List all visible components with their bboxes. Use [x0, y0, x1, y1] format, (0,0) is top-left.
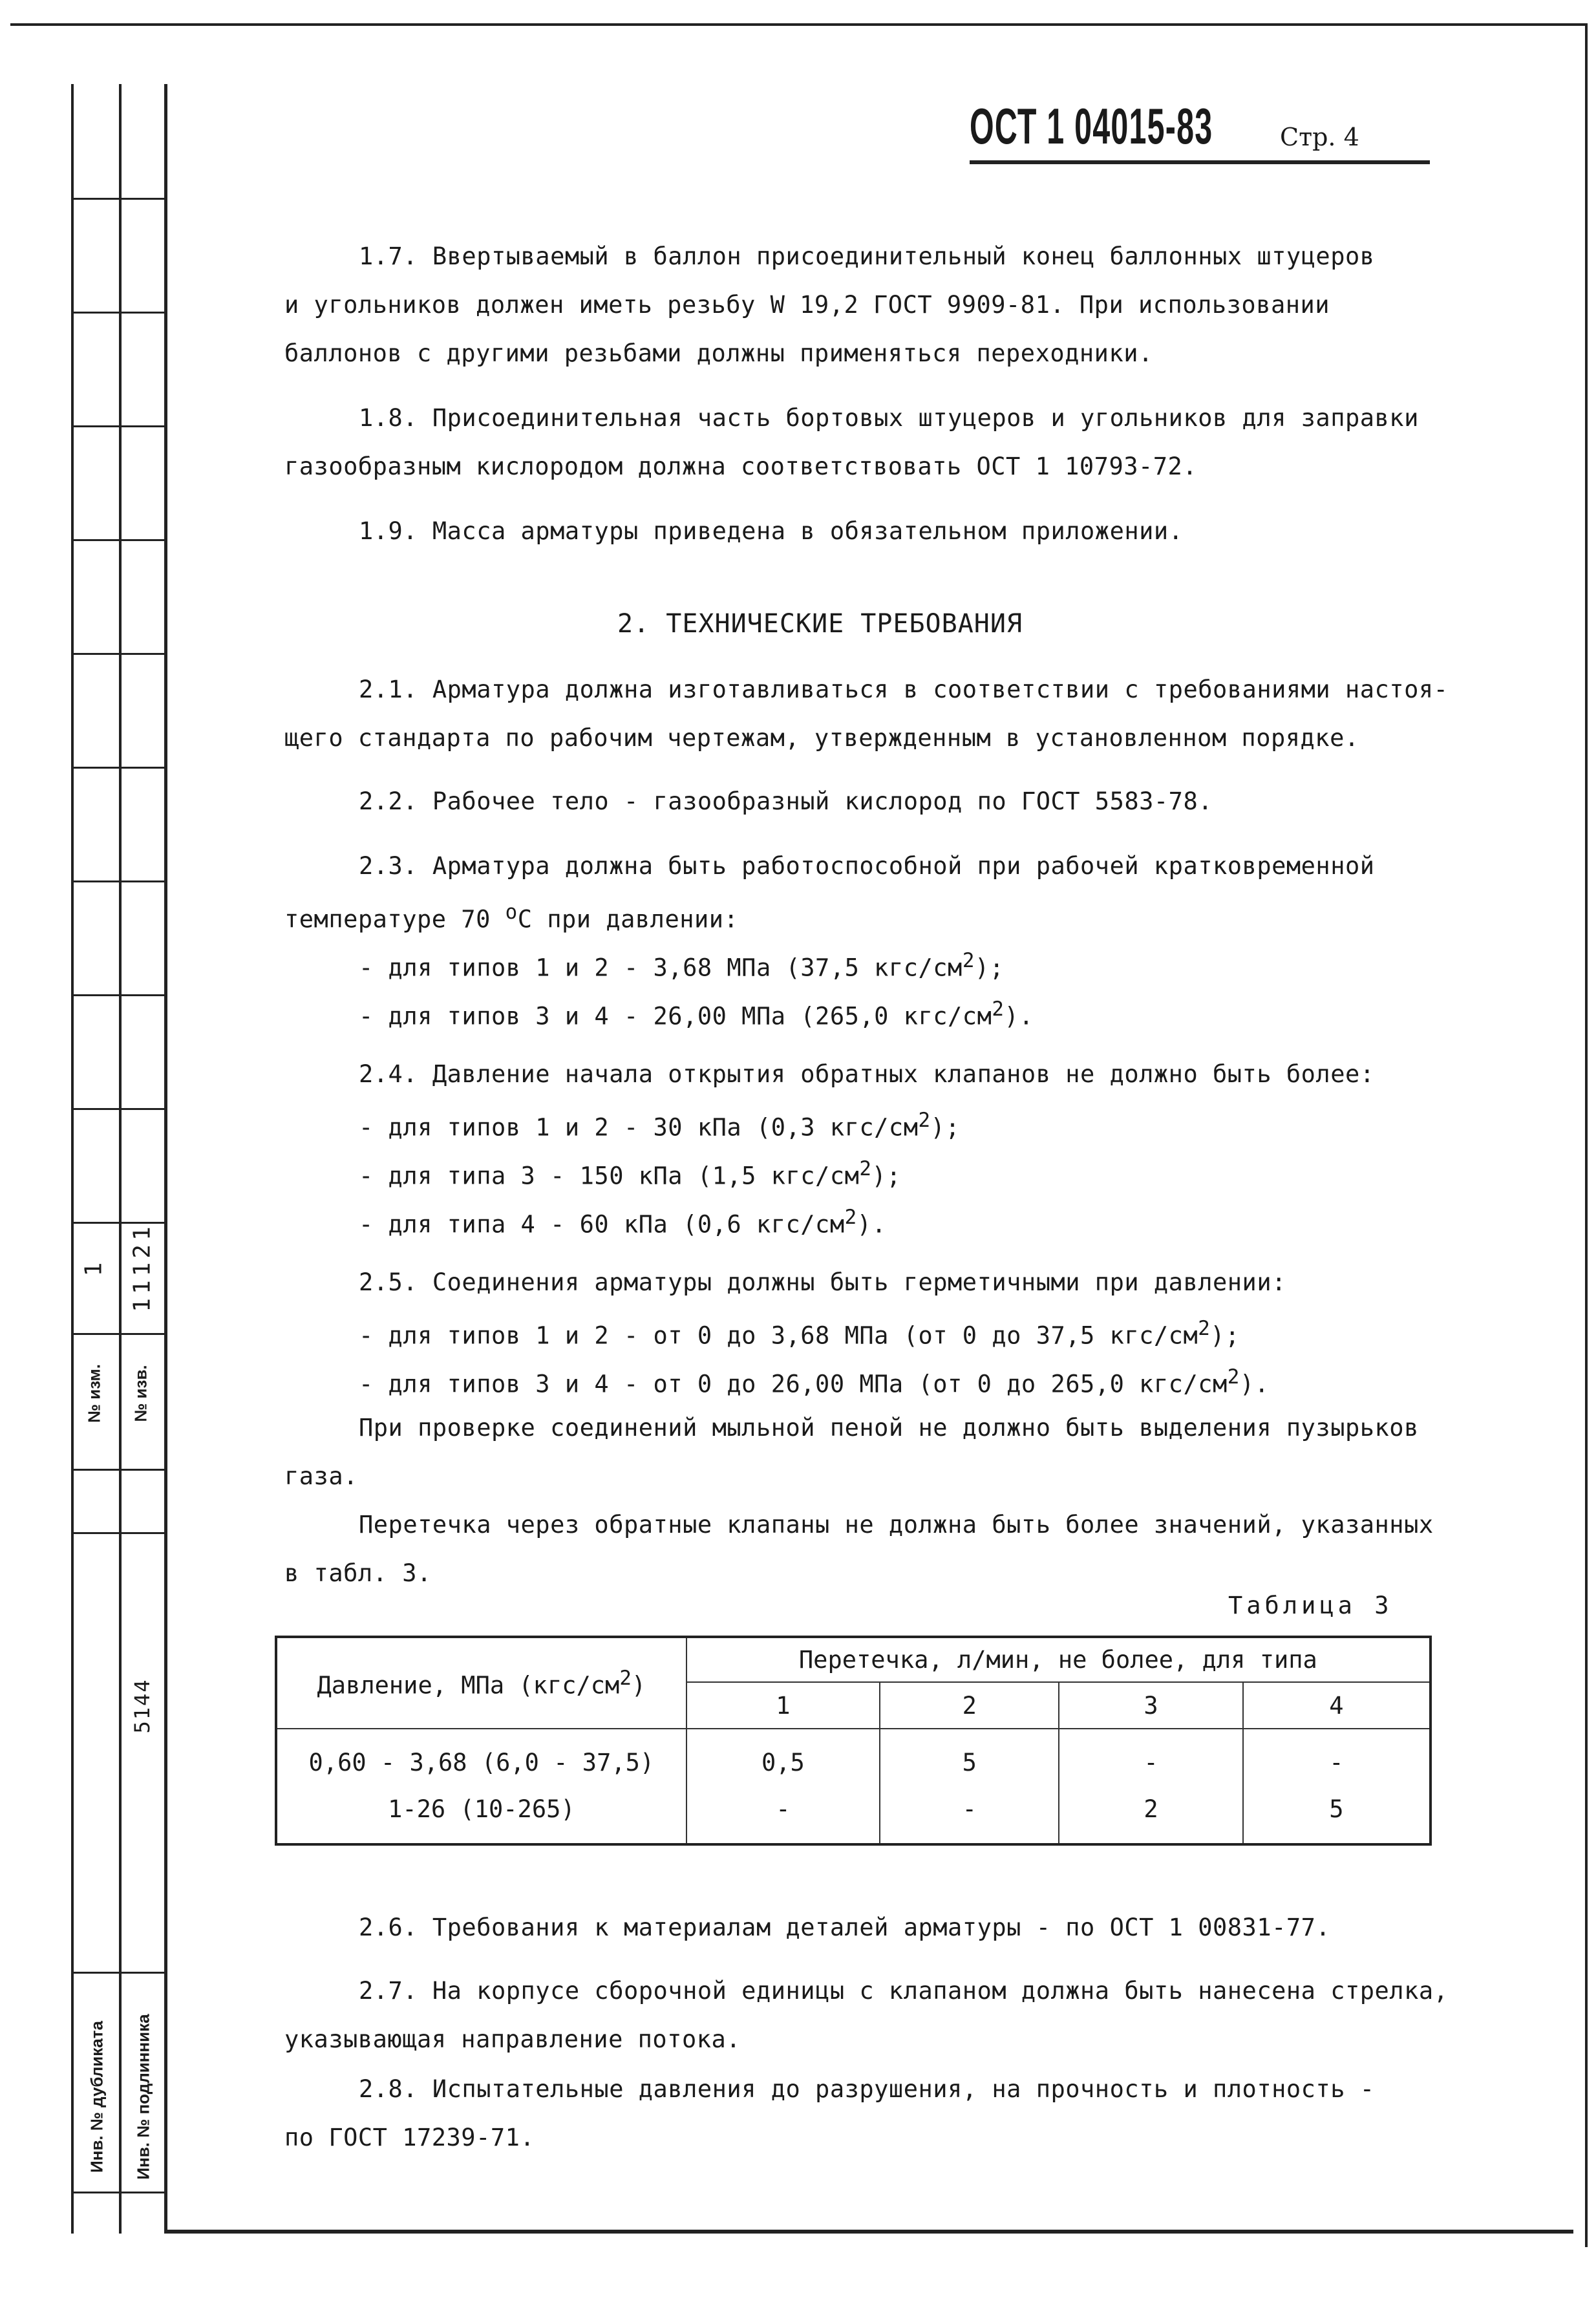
table-row-2-type-2: -	[962, 1795, 977, 1823]
table-row-2-pressure: 1-26 (10-265)	[388, 1795, 575, 1823]
clause-2-8-line-2: по ГОСТ 17239-71.	[284, 2124, 535, 2151]
table-cell-pressure	[276, 1729, 686, 1844]
clause-2-5-line-6: Перетечка через обратные клапаны не должна быть более значений, указанных	[359, 1511, 1434, 1539]
clause-2-5-line-2: - для типов 1 и 2 - от 0 до 3,68 МПа (от 0 до 37,5 кгс/$см^2$);	[359, 1317, 1240, 1350]
section-2-title: 2. ТЕХНИЧЕСКИЕ ТРЕБОВАНИЯ	[617, 609, 1023, 639]
clause-2-5-line-1: 2.5. Соединения арматуры должны быть герметичными при давлении:	[359, 1268, 1286, 1296]
table-header-type-1: 1	[686, 1682, 880, 1729]
margin-divider	[71, 198, 164, 200]
clause-1-9-line-1: 1.9. Масса арматуры приведена в обязательном приложении.	[359, 517, 1184, 545]
margin-original-value: 5144	[130, 1678, 154, 1734]
clause-2-5-line-5: газа.	[284, 1462, 358, 1490]
table-row-1-type-3: -	[1144, 1749, 1158, 1776]
margin-divider	[71, 425, 164, 427]
clause-2-1-line-1: 2.1. Арматура должна изготавливаться в соответствии с требованиями настоя-	[359, 676, 1449, 703]
clause-1-7-line-3: баллонов с другими резьбами должны применяться переходники.	[284, 339, 1153, 367]
table-cell-type-1	[686, 1729, 880, 1844]
table-header-pressure: Давление, МПа $(кгс/см^2)$	[276, 1637, 686, 1729]
clause-2-7-line-2: указывающая направление потока.	[284, 2025, 741, 2053]
margin-izv-label: № изв.	[131, 1365, 151, 1422]
standard-code: ОСТ 1 04015-83	[970, 98, 1213, 155]
table-header-type-2: 2	[880, 1682, 1059, 1729]
margin-divider	[71, 1108, 164, 1110]
margin-divider	[71, 1469, 164, 1471]
clause-2-4-line-1: 2.4. Давление начала открытия обратных клапанов не должно быть более:	[359, 1060, 1375, 1088]
clause-1-8-line-2: газообразным кислородом должна соответствовать ОСТ 1 10793-72.	[284, 453, 1198, 480]
clause-2-4-line-3: - для типа 3 - 150 кПа (1,5 кгс/$см^2$);	[359, 1157, 902, 1190]
margin-izv-value: 11121	[129, 1222, 156, 1312]
clause-2-6-line-1: 2.6. Требования к материалам деталей арматуры - по ОСТ 1 00831-77.	[359, 1914, 1331, 1941]
margin-original-label: Инв. № подлинника	[133, 2014, 153, 2180]
page-number: Стр. 4	[1280, 123, 1359, 151]
table-3-caption: Таблица 3	[1228, 1592, 1393, 1619]
margin-divider	[71, 312, 164, 314]
table-cell-type-2	[880, 1729, 1059, 1844]
clause-1-8-line-1: 1.8. Присоединительная часть бортовых штуцеров и угольников для заправки	[359, 404, 1419, 432]
table-header-type-3: 3	[1059, 1682, 1242, 1729]
table-row-1-type-1: 0,5	[761, 1749, 805, 1776]
table-header-type-4: 4	[1243, 1682, 1431, 1729]
clause-2-4-line-4: - для типа 4 - 60 кПа (0,6 кгс/$см^2$).	[359, 1206, 887, 1239]
clause-2-1-line-2: щего стандарта по рабочим чертежам, утвержденным в установленном порядке.	[284, 724, 1359, 752]
table-header-leakage: Перетечка, л/мин, не более, для типа	[686, 1637, 1431, 1682]
table-row-2-type-1: -	[776, 1795, 791, 1823]
margin-izm-label: № изм.	[84, 1364, 104, 1423]
header-underline	[970, 160, 1430, 164]
clause-2-3-line-1: 2.3. Арматура должна быть работоспособной при рабочей кратковременной	[359, 852, 1375, 880]
margin-divider	[71, 539, 164, 541]
margin-divider	[71, 880, 164, 882]
table-3	[275, 1636, 1432, 1846]
table-row-1-type-2: 5	[962, 1749, 977, 1776]
table-cell-type-4	[1243, 1729, 1431, 1844]
table-row-1-type-4: -	[1329, 1749, 1344, 1776]
clause-2-5-line-3: - для типов 3 и 4 - от 0 до 26,00 МПа (от 0 до 265,0 кгс/$см^2$).	[359, 1365, 1270, 1398]
table-row-2-type-4: 5	[1329, 1795, 1344, 1823]
clause-2-3-line-2: температуре 70 $^о$С при давлении:	[284, 901, 739, 933]
clause-2-2-line-1: 2.2. Рабочее тело - газообразный кислород по ГОСТ 5583-78.	[359, 787, 1213, 815]
margin-divider	[71, 994, 164, 996]
margin-divider	[71, 653, 164, 655]
clause-1-7-line-2: и угольников должен иметь резьбу W 19,2 ГОСТ 9909-81. При использовании	[284, 291, 1330, 319]
clause-2-5-line-4: При проверке соединений мыльной пеной не должно быть выделения пузырьков	[359, 1414, 1419, 1442]
margin-divider	[71, 767, 164, 769]
margin-divider	[71, 1333, 164, 1335]
clause-1-7-line-1: 1.7. Ввертываемый в баллон присоединительный конец баллонных штуцеров	[359, 242, 1375, 270]
table-cell-type-3	[1059, 1729, 1242, 1844]
clause-2-3-line-3: - для типов 1 и 2 - 3,68 МПа (37,5 кгс/$см^2$);	[359, 949, 1005, 982]
margin-divider	[71, 2192, 164, 2193]
margin-column-right	[119, 84, 164, 2234]
margin-izm-value: 1	[80, 1258, 107, 1277]
table-row-2-type-3: 2	[1144, 1795, 1158, 1823]
clause-2-3-line-4: - для типов 3 и 4 - 26,00 МПа (265,0 кгс/$см^2$).	[359, 997, 1034, 1030]
document-header	[970, 97, 1435, 168]
margin-column-left	[71, 84, 119, 2234]
clause-2-4-line-2: - для типов 1 и 2 - 30 кПа (0,3 кгс/$см^2$);	[359, 1109, 961, 1142]
clause-2-8-line-1: 2.8. Испытательные давления до разрушения, на прочность и плотность -	[359, 2075, 1375, 2103]
clause-2-7-line-1: 2.7. На корпусе сборочной единицы с клапаном должна быть нанесена стрелка,	[359, 1977, 1449, 2005]
table-row-1-pressure: 0,60 - 3,68 (6,0 - 37,5)	[308, 1749, 655, 1776]
clause-2-5-line-7: в табл. 3.	[284, 1559, 432, 1587]
margin-divider	[71, 1972, 164, 1974]
margin-divider	[71, 1532, 164, 1534]
margin-duplicate-label: Инв. № дубликата	[87, 2021, 107, 2173]
